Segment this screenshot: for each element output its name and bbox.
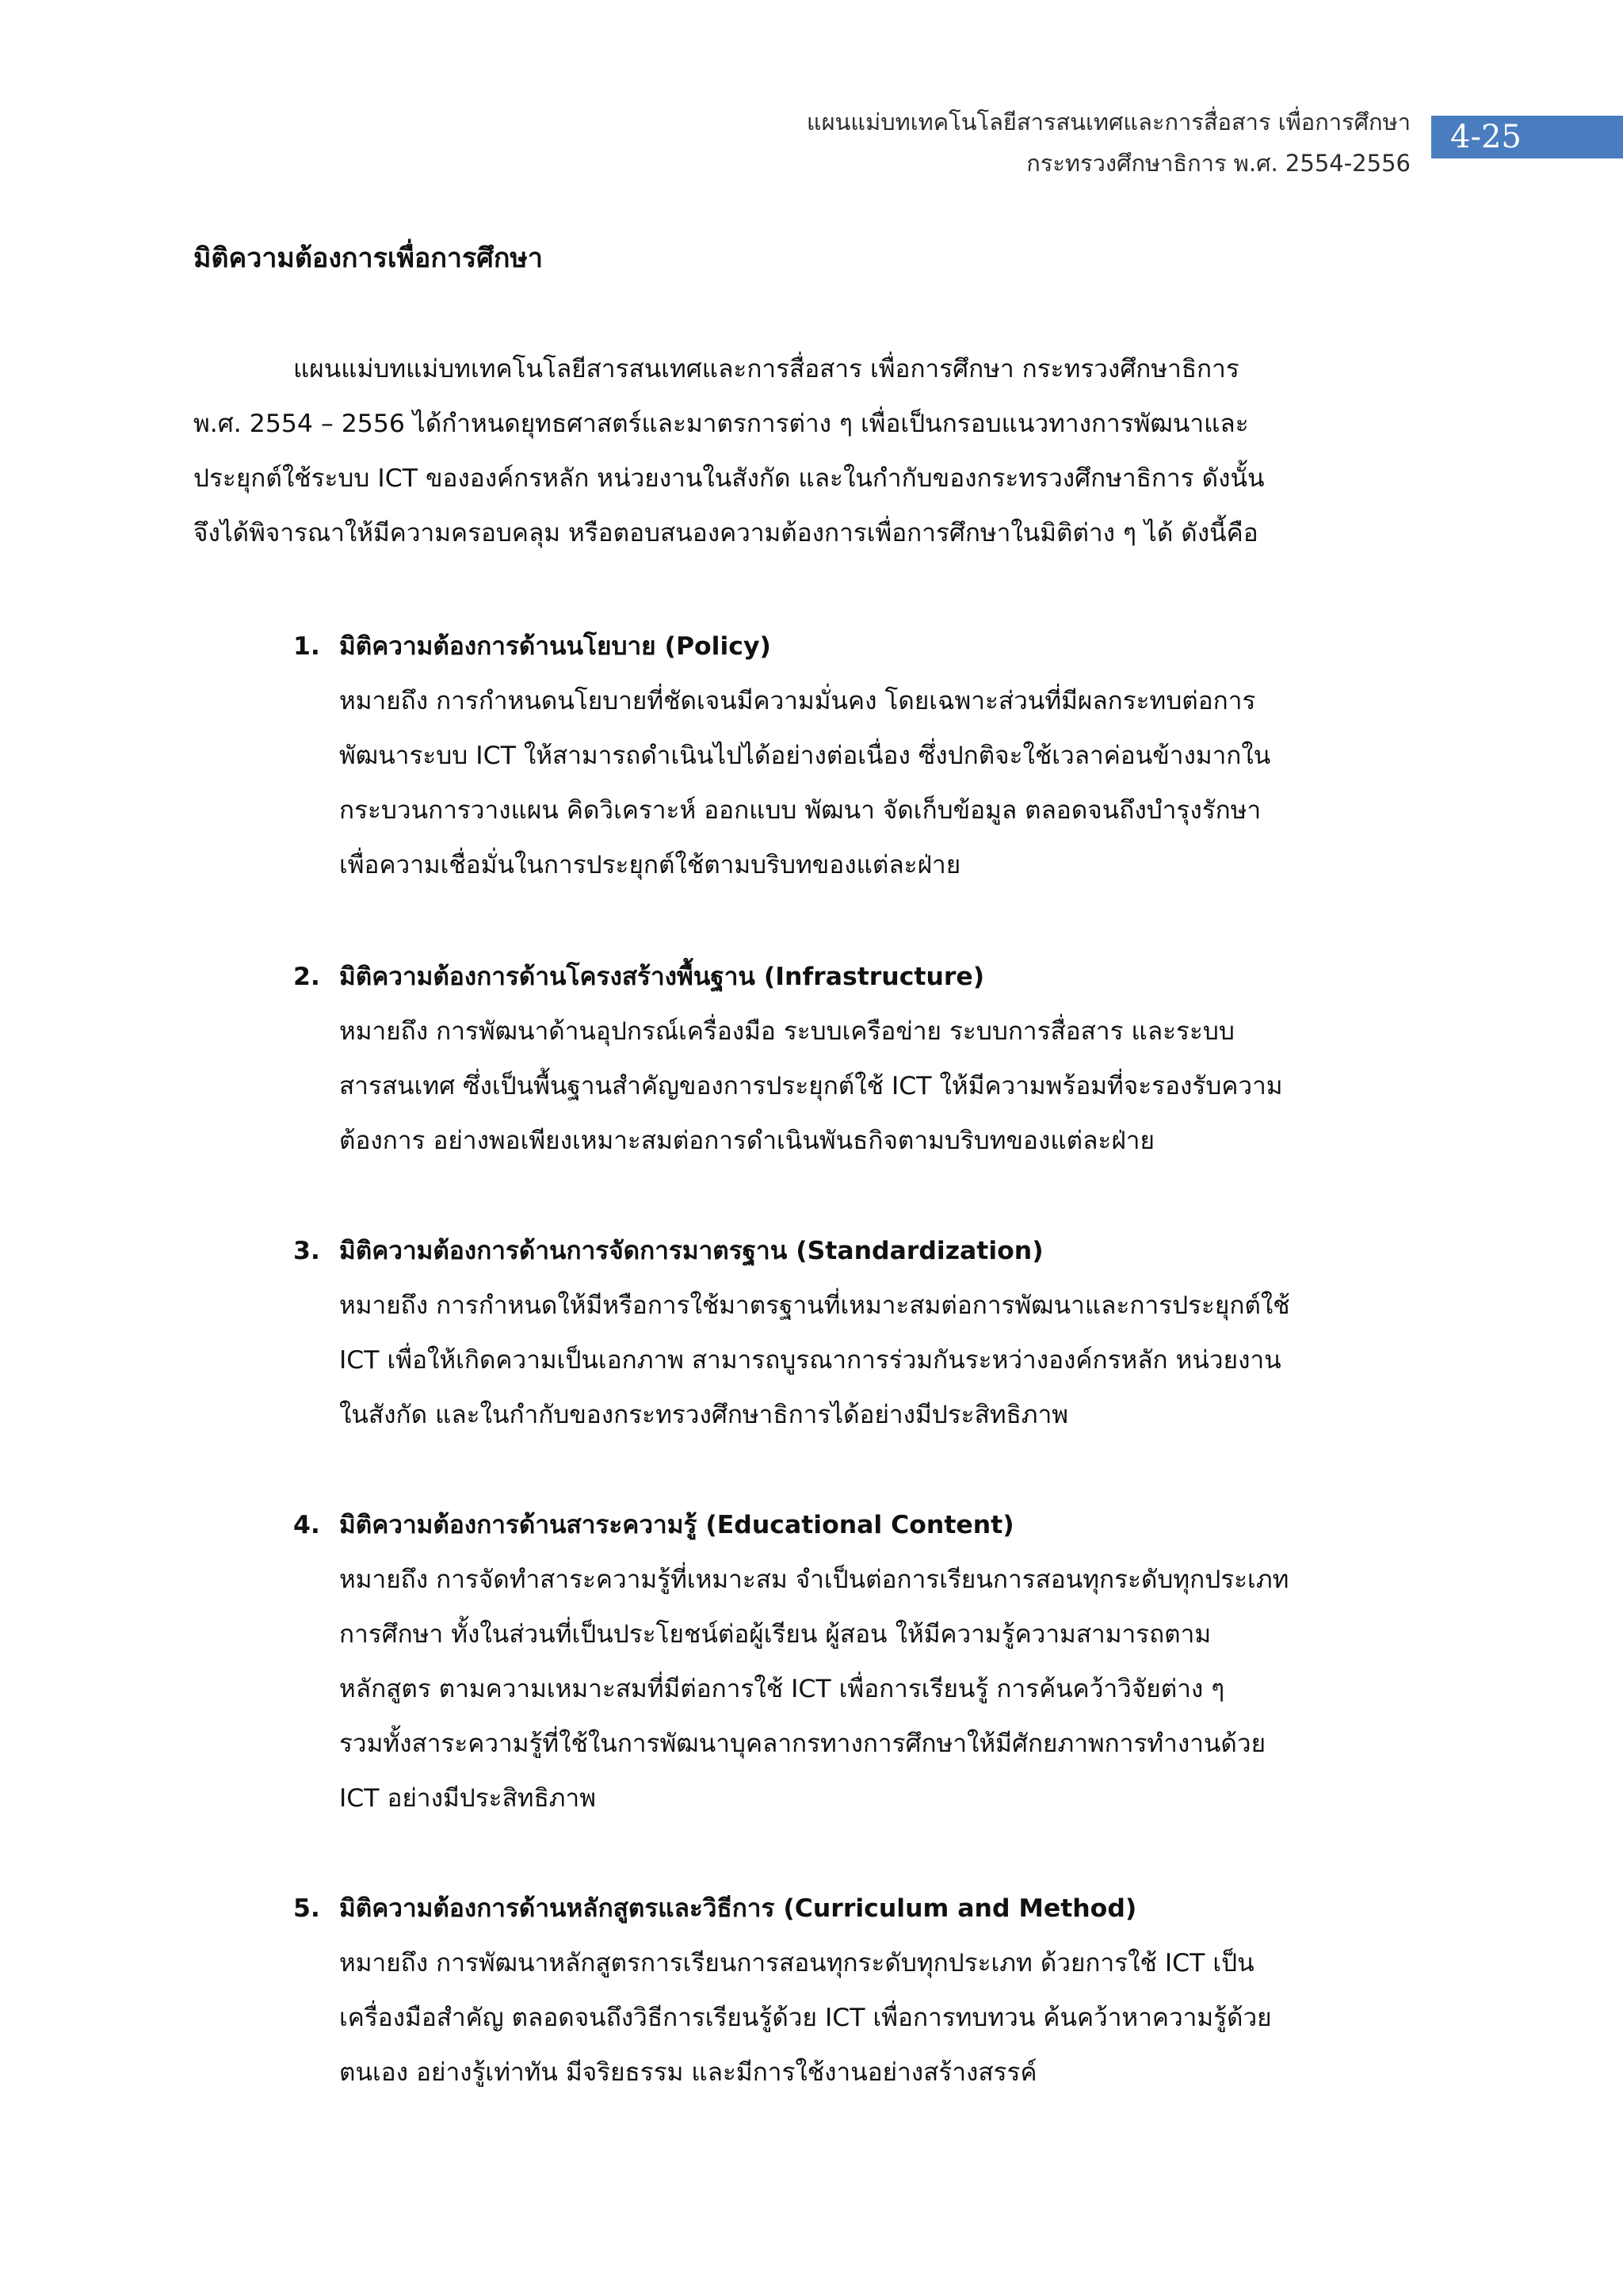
item-line: รวมทั้งสาระความรู้ที่ใช้ในการพัฒนาบุคลากรทางการศึกษาให้มีศักยภาพการทำงานด้วย [339,1730,1266,1758]
header-line-1: แผนแม่บทเทคโนโลยีสารสนเทศและการสื่อสาร เพื่อการศึกษา [806,109,1411,135]
running-header [807,101,1411,184]
item-line: เพื่อความเชื่อมั่นในการประยุกต์ใช้ตามบริบทของแต่ละฝ่าย [339,851,961,879]
item-number: 5. [293,1894,320,1923]
item-title: มิติความต้องการด้านนโยบาย (Policy) [339,632,771,661]
item-description [339,1936,1431,2100]
item-line: หมายถึง การพัฒนาหลักสูตรการเรียนการสอนทุกระดับทุกประเภท ด้วยการใช้ ICT เป็น [339,1949,1254,1978]
item-line: พัฒนาระบบ ICT ให้สามารถดำเนินไปได้อย่างต่อเนื่อง ซึ่งปกติจะใช้เวลาค่อนข้างมากใน [339,742,1271,770]
item-description [339,674,1431,893]
item-line: สารสนเทศ ซึ่งเป็นพื้นฐานสำคัญของการประยุกต์ใช้ ICT ให้มีความพร้อมที่จะรองรับความ [339,1072,1283,1100]
item-title: มิติความต้องการด้านการจัดการมาตรฐาน (Standardization) [339,1237,1044,1265]
intro-line: พ.ศ. 2554 – 2556 ได้กำหนดยุทธศาสตร์และมาตรการต่าง ๆ เพื่อเป็นกรอบแนวทางการพัฒนาและ [193,410,1249,438]
intro-line: ประยุกต์ใช้ระบบ ICT ขององค์กรหลัก หน่วยงานในสังกัด และในกำกับของกระทรวงศึกษาธิการ ดังนั้น [193,464,1265,493]
item-number: 3. [293,1237,320,1265]
item-title: มิติความต้องการด้านโครงสร้างพื้นฐาน (Infrastructure) [339,963,985,991]
item-number: 4. [293,1511,320,1539]
intro-line: แผนแม่บทแม่บทเทคโนโลยีสารสนเทศและการสื่อสาร เพื่อการศึกษา กระทรวงศึกษาธิการ [293,355,1239,383]
item-line: กระบวนการวางแผน คิดวิเคราะห์ ออกแบบ พัฒนา จัดเก็บข้อมูล ตลอดจนถึงบำรุงรักษา [339,796,1262,825]
item-line: ตนเอง อย่างรู้เท่าทัน มีจริยธรรม และมีการใช้งานอย่างสร้างสรรค์ [339,2058,1037,2087]
item-line: ต้องการ อย่างพอเพียงเหมาะสมต่อการดำเนินพันธกิจตามบริบทของแต่ละฝ่าย [339,1127,1155,1155]
intro-paragraph [193,342,1430,561]
header-line-2: กระทรวงศึกษาธิการ พ.ศ. 2554-2556 [1026,150,1411,177]
item-line: ICT เพื่อให้เกิดความเป็นเอกภาพ สามารถบูรณาการร่วมกันระหว่างองค์กรหลัก หน่วยงาน [339,1346,1281,1375]
item-line: หมายถึง การจัดทำสาระความรู้ที่เหมาะสม จำเป็นต่อการเรียนการสอนทุกระดับทุกประเภท [339,1566,1289,1594]
section-title: มิติความต้องการเพื่อการศึกษา [193,242,543,274]
item-description [339,1005,1431,1169]
item-line: หมายถึง การกำหนดนโยบายที่ชัดเจนมีความมั่นคง โดยเฉพาะส่วนที่มีผลกระทบต่อการ [339,687,1256,715]
item-description [339,1553,1431,1826]
item-line: หมายถึง การพัฒนาด้านอุปกรณ์เครื่องมือ ระบบเครือข่าย ระบบการสื่อสาร และระบบ [339,1017,1235,1046]
item-number: 1. [293,632,320,661]
item-line: ICT อย่างมีประสิทธิภาพ [339,1784,597,1813]
item-line: เครื่องมือสำคัญ ตลอดจนถึงวิธีการเรียนรู้ด้วย ICT เพื่อการทบทวน ค้นคว้าหาความรู้ด้วย [339,2004,1272,2032]
item-line: หมายถึง การกำหนดให้มีหรือการใช้มาตรฐานที่เหมาะสมต่อการพัฒนาและการประยุกต์ใช้ [339,1291,1290,1320]
item-description [339,1279,1431,1443]
item-number: 2. [293,963,320,991]
intro-line: จึงได้พิจารณาให้มีความครอบคลุม หรือตอบสนองความต้องการเพื่อการศึกษาในมิติต่าง ๆ ได้ ดังนี้คือ [193,519,1258,547]
item-line: การศึกษา ทั้งในส่วนที่เป็นประโยชน์ต่อผู้เรียน ผู้สอน ให้มีความรู้ความสามารถตาม [339,1620,1212,1649]
item-title: มิติความต้องการด้านหลักสูตรและวิธีการ (Curriculum and Method) [339,1894,1137,1923]
page-number-badge: 4-25 [1431,116,1623,158]
item-line: ในสังกัด และในกำกับของกระทรวงศึกษาธิการได้อย่างมีประสิทธิภาพ [339,1401,1069,1429]
item-line: หลักสูตร ตามความเหมาะสมที่มีต่อการใช้ ICT เพื่อการเรียนรู้ การค้นคว้าวิจัยต่าง ๆ [339,1675,1225,1703]
item-title: มิติความต้องการด้านสาระความรู้ (Educational Content) [339,1511,1014,1539]
